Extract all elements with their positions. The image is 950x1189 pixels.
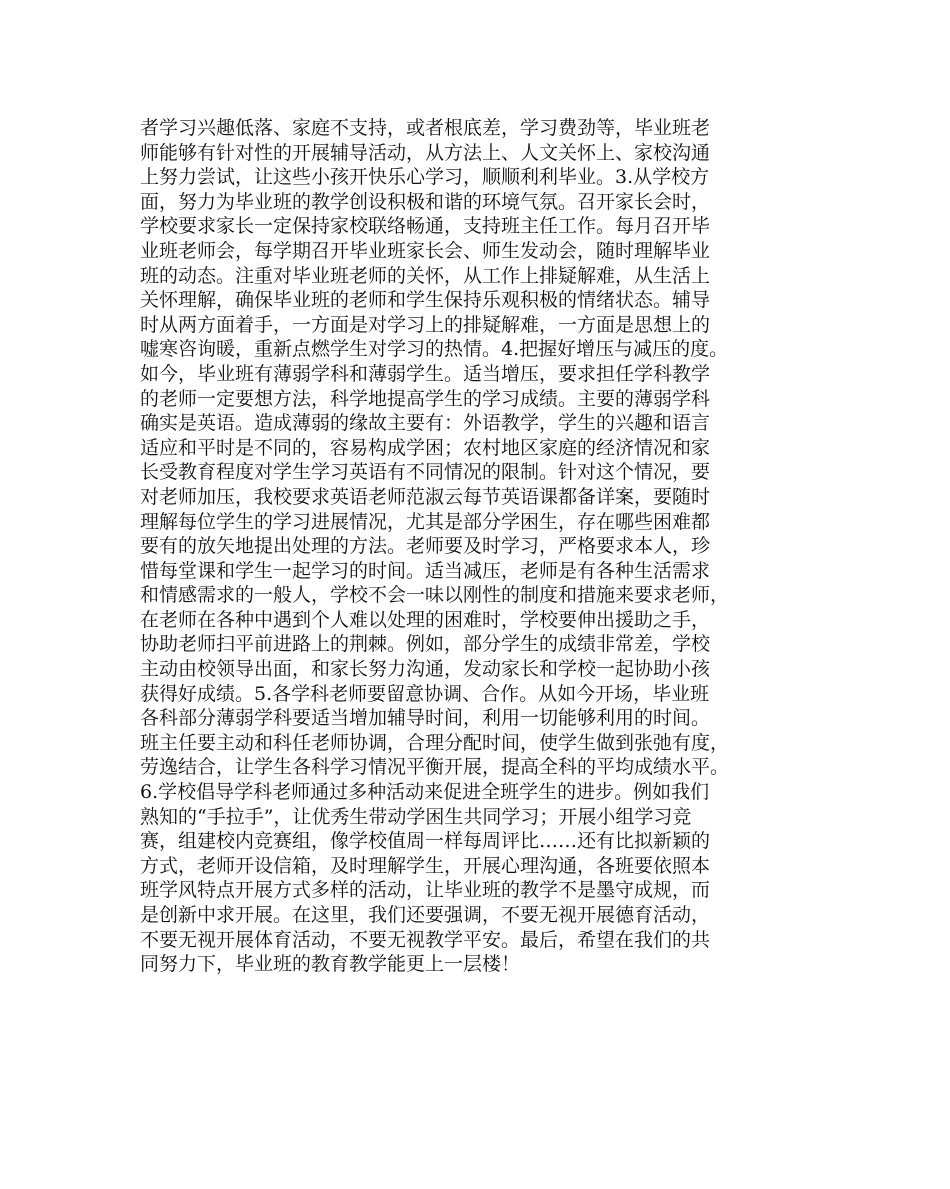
text-line: 关怀理解，确保毕业班的老师和学生保持乐观积极的情绪状态。辅导 <box>140 289 711 312</box>
text-line: 师能够有针对性的开展辅导活动，从方法上、人文关怀上、家校沟通 <box>140 141 711 164</box>
text-line: 协助老师扫平前进路上的荆棘。例如，部分学生的成绩非常差，学校 <box>140 633 711 656</box>
text-line: 理解每位学生的学习进展情况，尤其是部分学困生，存在哪些困难都 <box>140 510 711 533</box>
text-line: 惜每堂课和学生一起学习的时间。适当减压，老师是有各种生活需求 <box>140 559 711 582</box>
text-line: 长受教育程度对学生学习英语有不同情况的限制。针对这个情况，要 <box>140 461 711 484</box>
text-line: 是创新中求开展。在这里，我们还要强调，不要无视开展德育活动， <box>140 904 711 926</box>
text-line: 者学习兴趣低落、家庭不支持，或者根底差，学习费劲等，毕业班老 <box>140 117 711 139</box>
text-line: 方式，老师开设信箱，及时理解学生，开展心理沟通，各班要依照本 <box>140 854 711 877</box>
text-line: 不要无视开展体育活动，不要无视教学平安。最后，希望在我们的共 <box>140 928 711 951</box>
text-line: 同努力下，毕业班的教育教学能更上一层楼！ <box>140 953 521 976</box>
text-line: 对老师加压，我校要求英语老师范淑云每节英语课都备详案，要随时 <box>140 485 711 508</box>
text-line: 在老师在各种中遇到个人难以处理的困难时，学校要伸出援助之手， <box>140 608 711 631</box>
text-line: 如今，毕业班有薄弱学科和薄弱学生。适当增压，要求担任学科教学 <box>140 362 711 385</box>
text-line: 学校要求家长一定保持家校联络畅通，支持班主任工作。每月召开毕 <box>140 215 711 238</box>
text-line: 面，努力为毕业班的教学创设积极和谐的环境气氛。召开家长会时， <box>140 190 711 213</box>
text-line: 班主任要主动和科任老师协调，合理分配时间，使学生做到张弛有度， <box>140 731 730 754</box>
text-line: 适应和平时是不同的，容易构成学困；农村地区家庭的经济情况和家 <box>140 436 711 459</box>
text-line: 的老师一定要想方法，科学地提高学生的学习成绩。主要的薄弱学科 <box>140 387 711 410</box>
text-line: 确实是英语。造成薄弱的缘故主要有：外语教学，学生的兴趣和语言 <box>140 412 711 435</box>
text-line: 6.学校倡导学科老师通过多种活动来促进全班学生的进步。例如我们 <box>140 781 710 804</box>
text-line: 熟知的“手拉手”，让优秀生带动学困生共同学习；开展小组学习竞 <box>140 805 692 828</box>
text-line: 劳逸结合，让学生各科学习情况平衡开展，提高全科的平均成绩水平。 <box>140 756 730 779</box>
text-line: 主动由校领导出面，和家长努力沟通，发动家长和学校一起协助小孩 <box>140 658 711 681</box>
text-line: 获得好成绩。5.各学科老师要留意协调、合作。从如今开场，毕业班 <box>140 682 710 705</box>
text-line: 要有的放矢地提出处理的方法。老师要及时学习，严格要求本人，珍 <box>140 535 711 558</box>
text-line: 嘘寒咨询暖，重新点燃学生对学习的热情。4.把握好增压与减压的度。 <box>140 338 729 361</box>
text-line: 业班老师会，每学期召开毕业班家长会、师生发动会，随时理解毕业 <box>140 239 711 262</box>
text-line: 班的动态。注重对毕业班老师的关怀，从工作上排疑解难，从生活上 <box>140 264 711 287</box>
text-line: 时从两方面着手，一方面是对学习上的排疑解难，一方面是思想上的 <box>140 313 711 336</box>
text-line: 各科部分薄弱学科要适当增加辅导时间，利用一切能够利用的时间。 <box>140 707 711 730</box>
text-line: 赛，组建校内竞赛组，像学校值周一样每周评比……还有比拟新颖的 <box>140 830 711 853</box>
text-line: 上努力尝试，让这些小孩开快乐心学习，顺顺利利毕业。3.从学校方 <box>140 166 710 189</box>
text-line: 和情感需求的一般人，学校不会一味以刚性的制度和措施来要求老师， <box>140 584 730 607</box>
body-text <box>140 116 820 977</box>
text-line: 班学风特点开展方式多样的活动，让毕业班的教学不是墨守成规，而 <box>140 879 711 902</box>
